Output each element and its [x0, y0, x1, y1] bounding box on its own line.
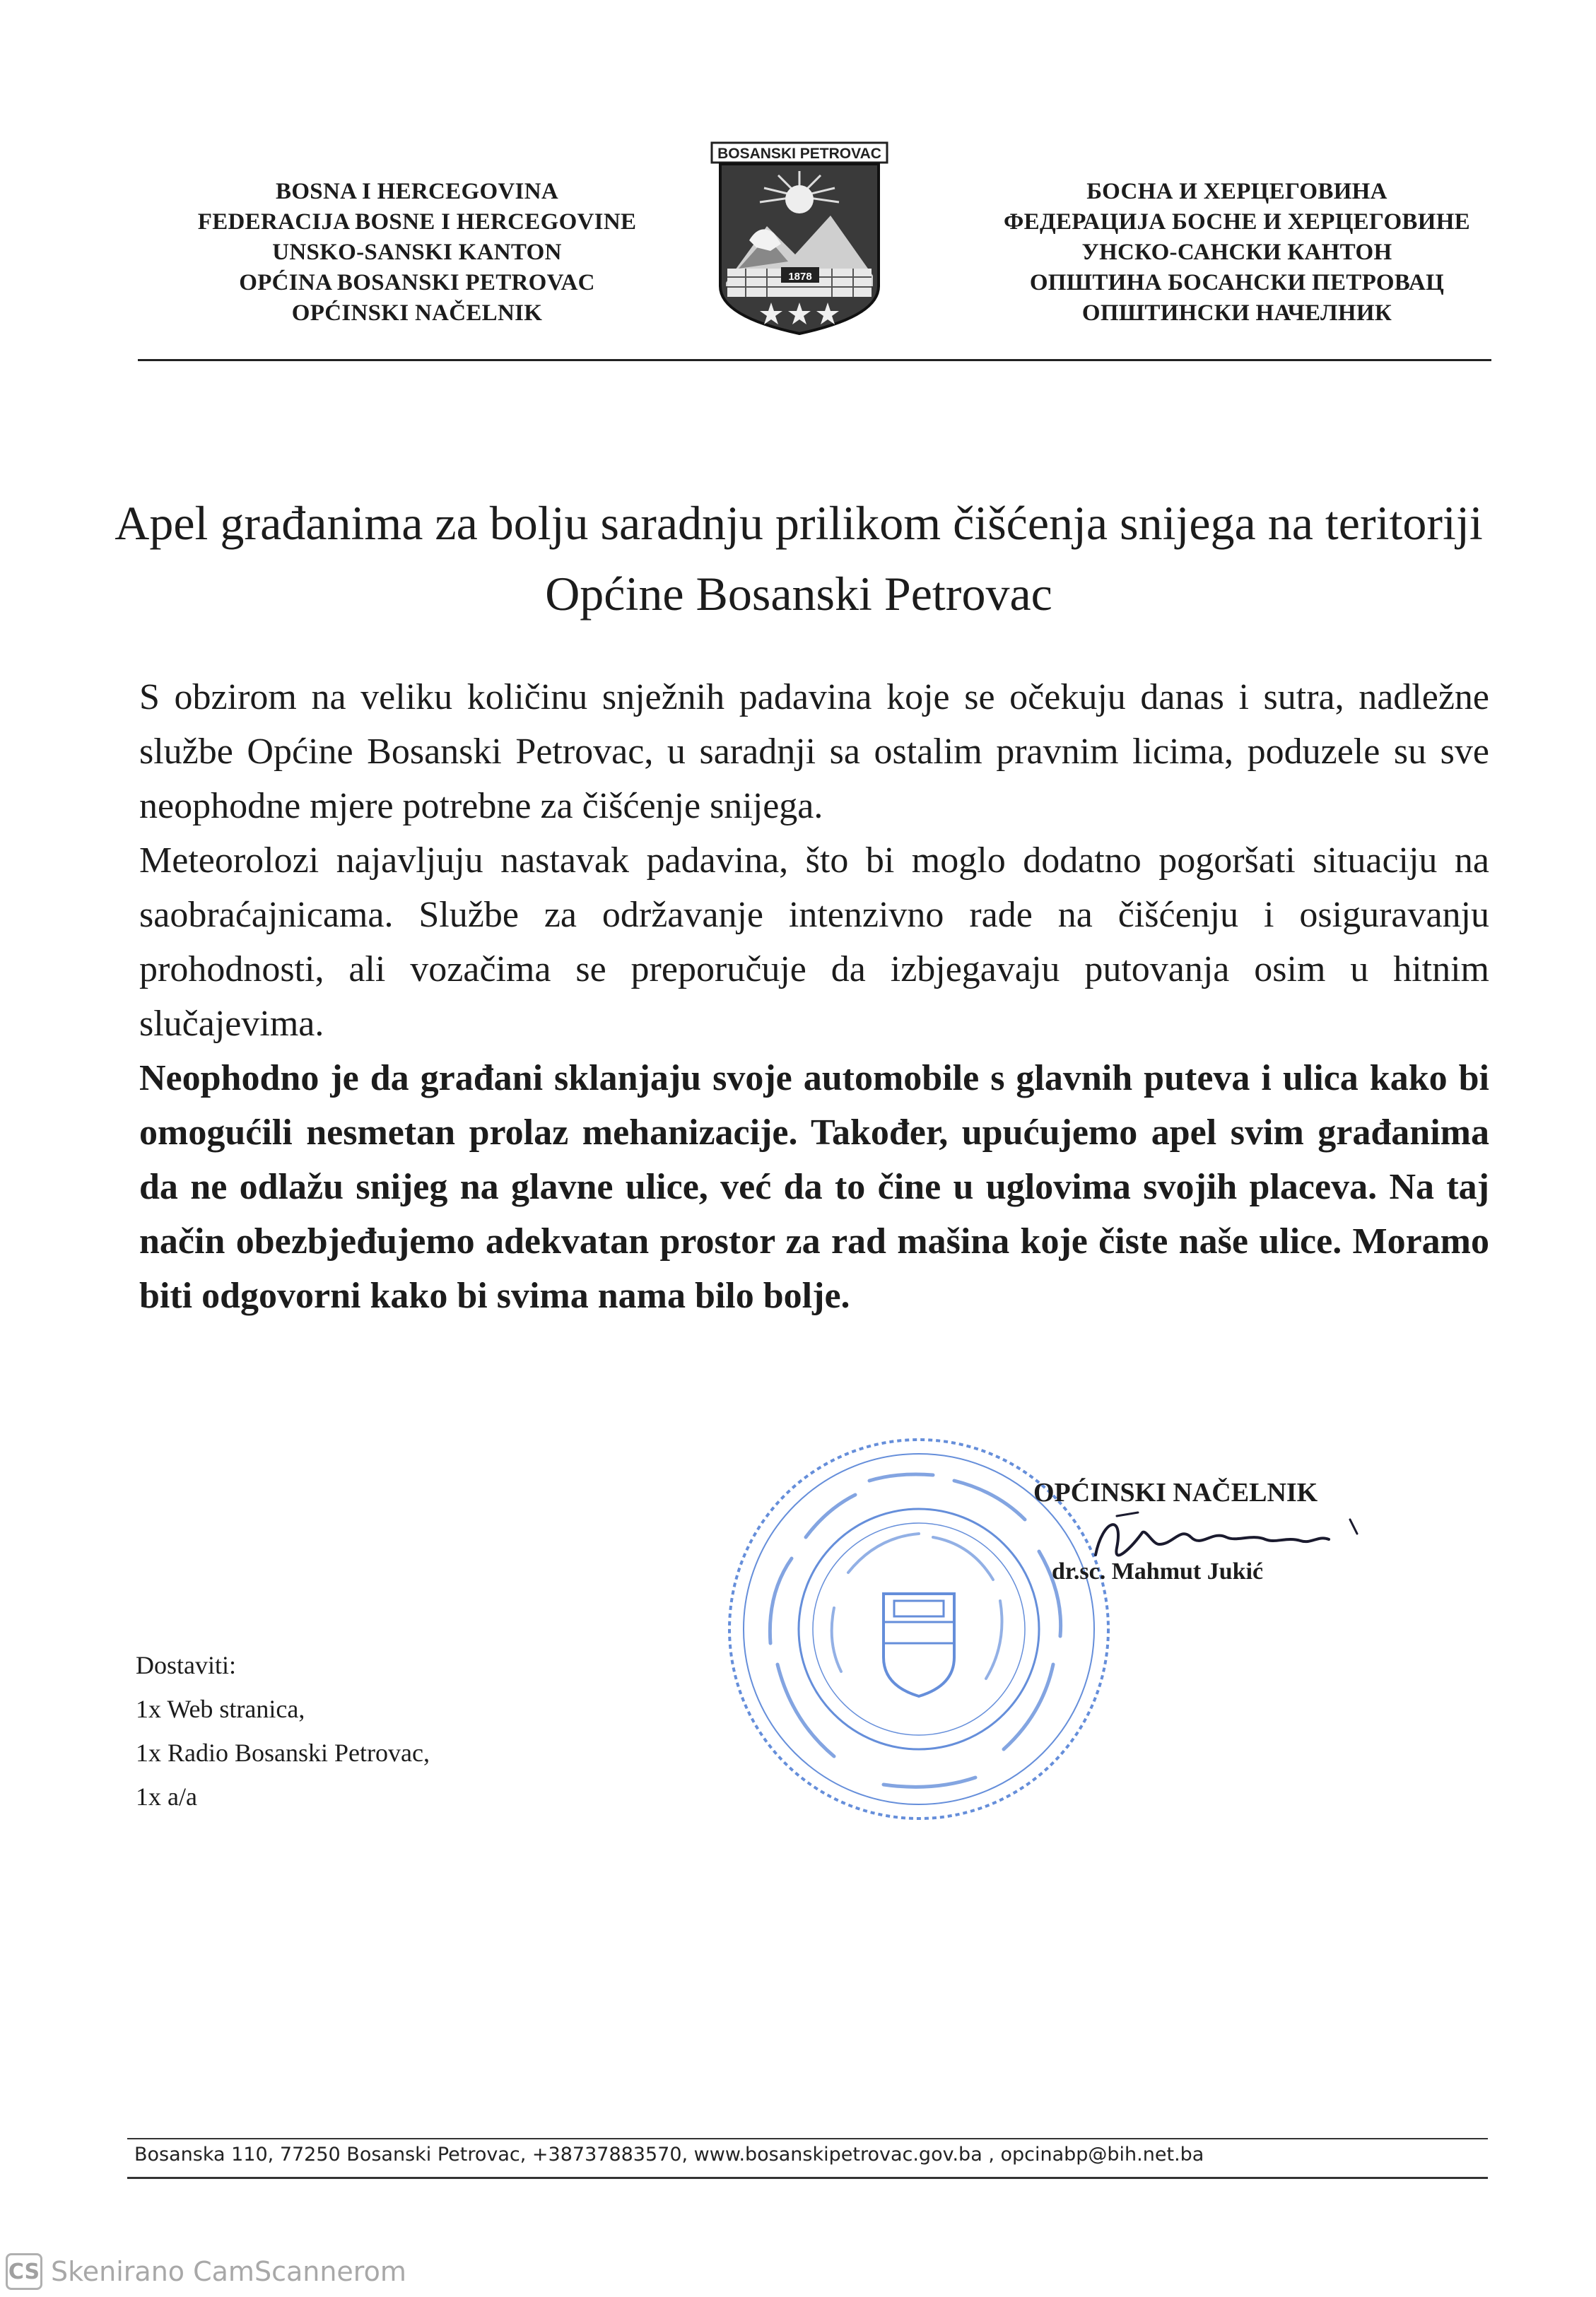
- header-left-latin: [148, 177, 686, 329]
- header-left-line-5: OPĆINSKI NAČELNIK: [291, 300, 543, 326]
- header-left-line-2: FEDERACIJA BOSNE I HERCEGOVINE: [197, 209, 637, 235]
- delivery-item-3: 1x a/a: [136, 1782, 197, 1811]
- footer-divider-top: [127, 2138, 1488, 2139]
- header-left-line-3: UNSKO-SANSKI KANTON: [272, 240, 562, 265]
- crest-label: BOSANSKI PETROVAC: [717, 146, 881, 162]
- signature-title: OPĆINSKI NAČELNIK: [1033, 1478, 1318, 1508]
- body-paragraph-3: Neophodno je da građani sklanjaju svoje automobile s glavnih puteva i ulica kako bi omogućili nesmetan prolaz mehanizacije. Također, upućujemo apel svim građanima da ne odlažu snijeg na glavne ulice, već da to čine u uglovima svojih placeva. Na taj način obezbjeđujemo adekvatan prostor za rad mašina koje čiste naše ulice. Moramo biti odgovorni kako bi svima nama bilo bolje.: [139, 1058, 1489, 1316]
- header-right-line-5: ОПШТИНСКИ НАЧЕЛНИК: [1081, 300, 1392, 326]
- header-right-line-4: ОПШТИНА БОСАНСКИ ПЕТРОВАЦ: [1029, 270, 1445, 295]
- crest-year: 1878: [788, 271, 812, 283]
- body-paragraph-2: Meteorolozi najavljuju nastavak padavina, što bi moglo dodatno pogoršati situaciju na saobraćajnicama. Službe za održavanje intenzivno rade na čišćenju i osiguravanju prohodnosti, ali vozačima se preporučuje da izbjegavaju putovanja osim u hitnim slučajevima.: [139, 840, 1489, 1044]
- header-right-line-2: ФЕДЕРАЦИЈА БОСНЕ И ХЕРЦЕГОВИНЕ: [1004, 209, 1470, 235]
- municipality-crest-icon: [710, 141, 888, 336]
- delivery-item-1: 1x Web stranica,: [136, 1695, 305, 1723]
- scanner-watermark: [6, 2253, 406, 2290]
- camscanner-icon: CS: [6, 2253, 42, 2290]
- footer-contact: Bosanska 110, 77250 Bosanski Petrovac, +38737883570, www.bosanskipetrovac.gov.ba , opcinabp@bih.net.ba: [134, 2144, 1204, 2166]
- document-body: [139, 670, 1489, 1323]
- footer-divider-bottom: [127, 2177, 1488, 2179]
- delivery-item-2: 1x Radio Bosanski Petrovac,: [136, 1739, 430, 1767]
- header-right-cyrillic: [968, 177, 1506, 329]
- signature-name: dr.sc. Mahmut Jukić: [1052, 1558, 1264, 1585]
- header-divider: [138, 359, 1491, 361]
- body-paragraph-1: S obzirom na veliku količinu snježnih padavina koje se očekuju danas i sutra, nadležne službe Općine Bosanski Petrovac, u saradnji sa ostalim pravnim licima, poduzele su sve neophodne mjere potrebne za čišćenje snijega.: [139, 677, 1489, 826]
- header-left-line-4: OPĆINA BOSANSKI PETROVAC: [239, 270, 595, 295]
- delivery-list: [136, 1643, 430, 1819]
- delivery-heading: Dostaviti:: [136, 1651, 236, 1679]
- header-left-line-1: BOSNA I HERCEGOVINA: [276, 179, 558, 204]
- document-title: Apel građanima za bolju saradnju prilikom čišćenja snijega na teritoriji Općine Bosanski Petrovac: [115, 496, 1483, 621]
- watermark-text: Skenirano CamScannerom: [51, 2256, 406, 2287]
- header-right-line-3: УНСКО-САНСКИ КАНТОН: [1081, 240, 1392, 265]
- header-right-line-1: БОСНА И ХЕРЦЕГОВИНА: [1086, 179, 1387, 204]
